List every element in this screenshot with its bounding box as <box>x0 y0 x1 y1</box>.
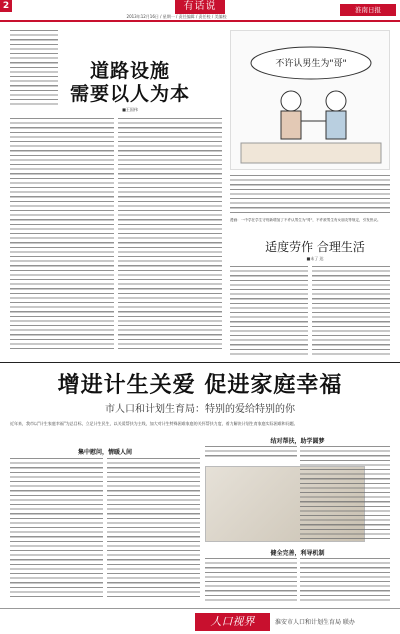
header-rule <box>0 20 400 22</box>
subhead-left: 集中慰问，情暖人间 <box>77 449 132 456</box>
cartoon-drawing <box>231 31 391 171</box>
article-two-title: 适度劳作 合理生活 <box>265 240 365 254</box>
cartoon-caption: 漫画：一中学在学生守则新增加了不许认男生为"哥"，不许被男生有女朋友等规定，引发热议。 <box>230 218 381 222</box>
footer-logo: 人口视界 <box>195 613 270 631</box>
feature-col-3-top <box>205 446 297 460</box>
section-banner: 有话说 <box>175 0 225 14</box>
feature-col-5 <box>205 558 297 602</box>
subhead-right-bottom: 健全完善，利导机制 <box>270 550 325 557</box>
article-one-right-column <box>118 118 222 350</box>
article-one-byline: ■王国伟 <box>122 107 138 112</box>
article-one-top-column <box>10 30 58 106</box>
article-one-left-column <box>10 118 114 350</box>
article-one-title-line2: 需要以人为本 <box>69 83 190 105</box>
feature-lead: 近年来，我市以"计生家庭幸福"为总目标，立足计生民生，以关爱帮扶为主线，加大对计生特殊困难家庭的关怀帮扶力度，着力解决计划生育家庭实际困难和问题。 <box>10 421 298 426</box>
article-two-right-column <box>312 266 390 356</box>
page-footer <box>0 608 400 634</box>
feature-col-4 <box>300 446 390 542</box>
footer-sponsor: 淮安市人口和计划生育局 联办 <box>275 619 355 626</box>
article-one-title-line1: 道路设施 <box>89 60 170 82</box>
feature-col-2 <box>107 458 200 598</box>
cartoon-extra-text <box>230 175 390 215</box>
page-number: 2 <box>0 0 12 12</box>
subhead-right-top: 结对帮扶，助学圆梦 <box>270 438 325 445</box>
issue-line: 2013年12月16日 / 星期一 / 责任编辑 / 责任校 / 美编校 <box>126 14 227 19</box>
feature-col-1 <box>10 458 103 598</box>
article-one-title <box>60 60 200 106</box>
section-divider <box>0 362 400 363</box>
feature-col-6 <box>300 558 390 602</box>
feature-subtitle: 市人口和计划生育局：特别的爱给特别的你 <box>105 404 295 415</box>
newspaper-logo: 淮南日报 <box>340 4 396 16</box>
article-two-left-column <box>230 266 308 356</box>
feature-title: 增进计生关爱 促进家庭幸福 <box>57 372 343 398</box>
article-two-byline: ■未了 达 <box>306 256 324 261</box>
cartoon-illustration <box>230 30 390 170</box>
page-header <box>0 0 400 22</box>
cartoon-sign-text: 不许认男生为"哥" <box>275 59 347 69</box>
